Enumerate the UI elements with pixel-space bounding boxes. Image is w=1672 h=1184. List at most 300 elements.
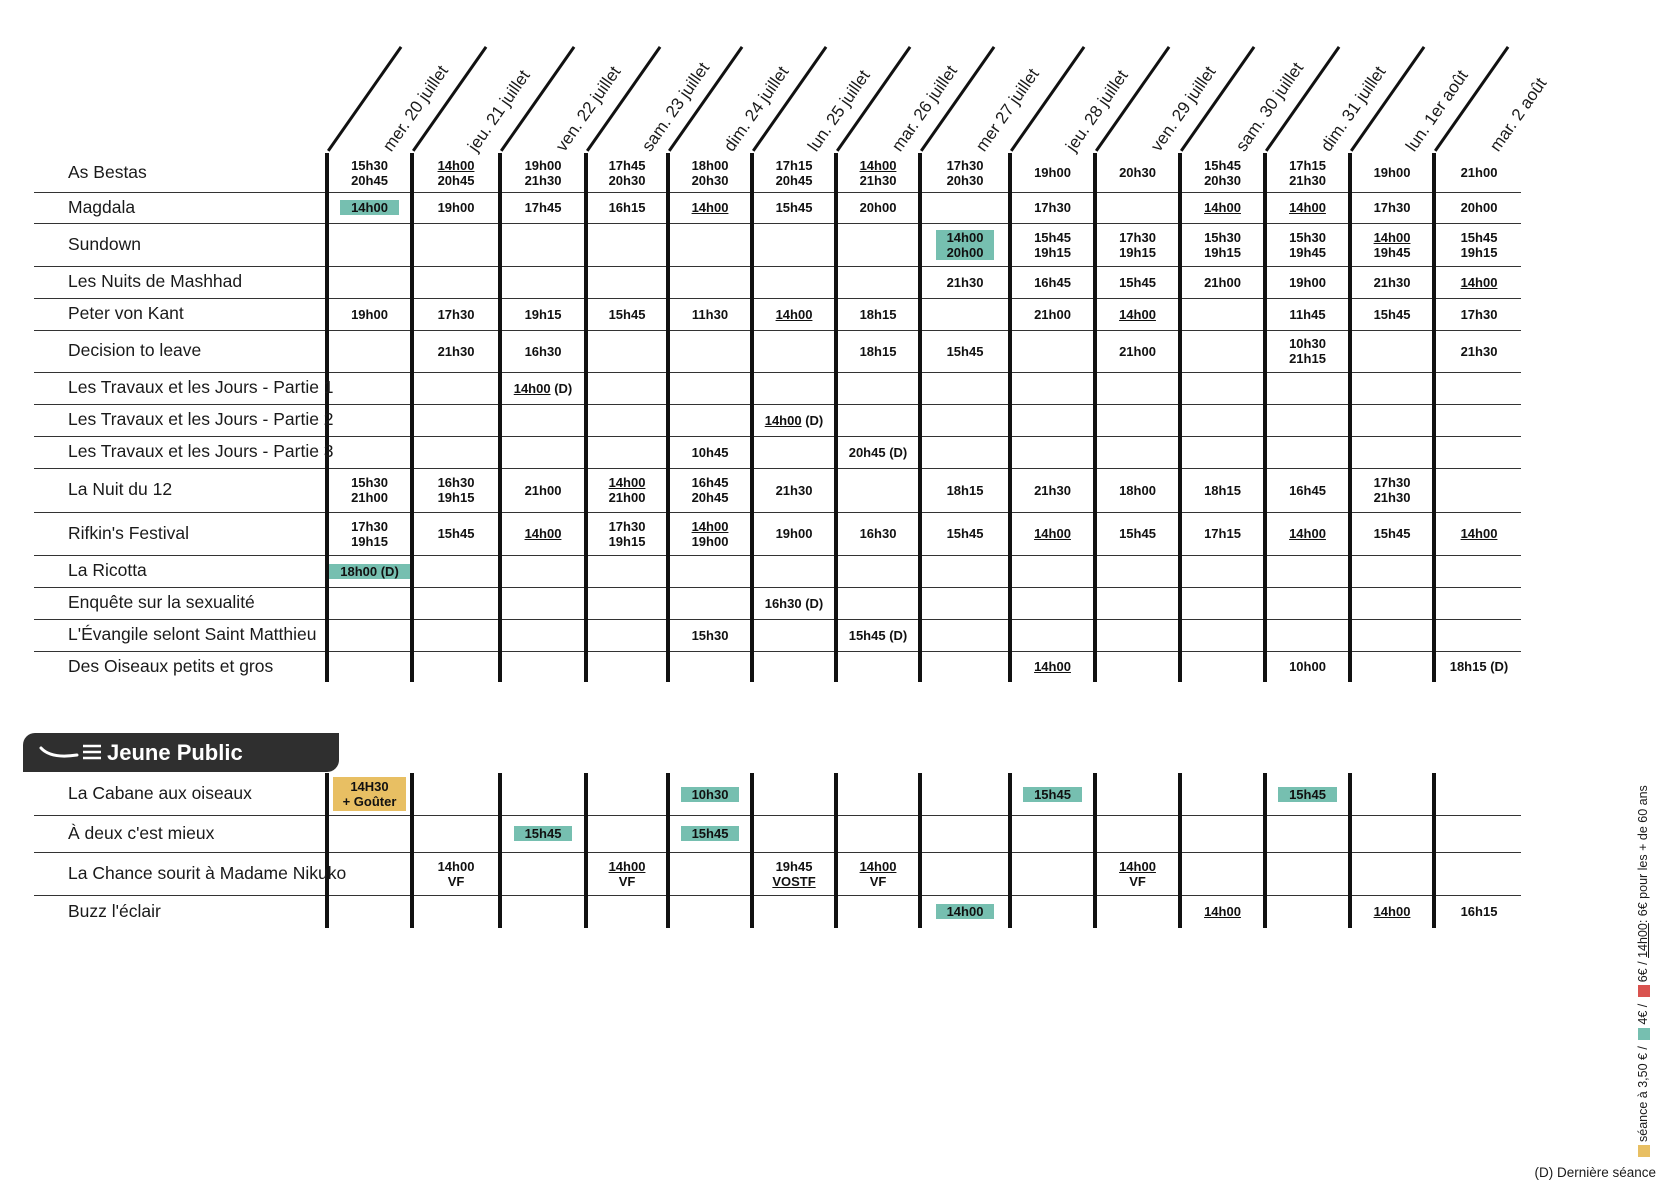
showtime [776,526,813,541]
showtime-cell [1437,266,1521,298]
column-divider [1348,773,1352,928]
showtime-cell [1098,852,1177,895]
showtime [438,344,475,359]
showtime-cell [839,330,917,372]
showtime-cell [1013,266,1092,298]
film-title: Les Travaux et les Jours - Partie 1 [68,377,334,397]
showtime [609,475,646,505]
column-divider [666,773,670,928]
showtime [681,826,740,841]
showtime-cell [415,852,497,895]
showtime-value: 17h30 [437,306,475,322]
legend-teal: 4€ / [1636,1003,1650,1025]
teal-swatch [1638,1028,1650,1040]
last-screening-marker: (D) [801,595,824,611]
showtime-value: 15h45 [1119,526,1156,541]
showtime-value: 14h00 [437,858,475,874]
showtime-value: 20h45 [775,172,813,188]
film-title: Magdala [68,196,136,217]
showtime [525,158,562,188]
showtime-cell [503,815,583,852]
showtime-value: 14h00 [513,380,551,396]
showtime-cell [1268,298,1347,330]
column-divider [750,773,754,928]
showtime-value: 15h45 [608,306,646,322]
showtime-value: 20h00 [946,244,984,260]
film-title: La Chance sourit à Madame Nikuko [68,862,347,883]
showtime-value: 14h00 [775,306,813,322]
showtime-value: 15h45 [1289,786,1326,802]
showtime [1374,165,1411,180]
showtime-value: 18h00 [340,563,378,579]
showtime-value: 14h00 [1460,274,1498,290]
showtime-value: 17h30 [608,518,646,534]
film-title: La Cabane aux oiseaux [68,783,252,803]
showtime [514,381,573,396]
column-divider [834,153,838,682]
showtime-value: 10h30 [691,786,729,802]
showtime [1119,344,1156,359]
showtime-cell [1013,298,1092,330]
column-divider [834,773,838,928]
showtime-value: 19h15 [1119,244,1156,260]
showtime-cell [589,153,665,192]
showtime-cell [330,512,409,555]
showtime-value: 21h00 [1119,343,1156,359]
column-divider [584,153,588,682]
showtime-cell [1268,330,1347,372]
date-label: ven. 29 juillet [1147,62,1220,155]
showtime-cell [671,619,749,651]
last-screening-marker: (D) [550,380,573,396]
showtime [1461,165,1498,180]
showtime-value: 19h00 [1289,274,1326,290]
showtime-cell [1268,153,1347,192]
showtime-cell [589,468,665,512]
film-title: Rifkin's Festival [68,522,190,543]
showtime [1034,483,1071,498]
film-title: À deux c'est mieux [68,822,215,843]
showtime-cell [1268,223,1347,266]
showtime [1461,307,1498,322]
showtime-cell [923,330,1007,372]
showtime [1034,230,1071,260]
showtime-cell [1013,512,1092,555]
showtime-cell [1098,330,1177,372]
showtime [1034,200,1071,215]
showtime-value: 21h30 [1034,482,1071,498]
showtime [776,307,813,322]
showtime-cell [1437,192,1521,223]
showtime-value: 16h30 [859,526,897,541]
showtime-value: VF [869,873,887,889]
showtime-cell [1013,153,1092,192]
showtime [947,158,984,188]
showtime-value: 18h15 [1204,482,1241,498]
showtime [1289,230,1326,260]
showtime-cell [1353,298,1431,330]
showtime-cell [1353,223,1431,266]
red-swatch [1638,985,1650,997]
showtime-cell [839,852,917,895]
showtime-value: 15h30 [1289,229,1326,245]
showtime-value: 15h45 [1373,526,1411,541]
yellow-swatch [1638,1145,1650,1157]
showtime-cell [1098,468,1177,512]
showtime [947,483,984,498]
showtime-value: 19h15 [524,306,562,322]
showtime [1374,475,1411,505]
showtime [1119,859,1156,889]
showtime [1034,275,1071,290]
column-divider [584,773,588,928]
showtime-value: 19h00 [775,526,813,541]
showtime-cell [1268,192,1347,223]
showtime-cell [755,468,833,512]
column-divider [410,153,414,682]
showtime-cell [1437,223,1521,266]
showtime-cell [1268,512,1347,555]
showtime-cell [755,587,833,619]
showtime [525,526,562,541]
showtime-value: 17h30 [946,157,984,173]
showtime [947,344,984,359]
showtime-cell [589,512,665,555]
showtime [860,307,897,322]
showtime-cell [671,298,749,330]
last-screening-marker: (D) [885,444,908,460]
showtime-cell [1013,773,1092,815]
showtime-cell [1098,223,1177,266]
showtime-value: 21h30 [1460,343,1498,359]
showtime [849,628,908,643]
showtime-cell [1353,192,1431,223]
showtime-cell [671,436,749,468]
showtime-cell [1437,512,1521,555]
showtime-value: 16h30 [524,343,562,359]
showtime-value: 17h15 [1204,526,1241,541]
showtime-cell [671,468,749,512]
film-title: Les Nuits de Mashhad [68,271,243,291]
showtime-cell [503,468,583,512]
showtime-value: 10h00 [1289,659,1326,674]
film-icon [37,733,107,772]
showtime-value: 14h00 [1460,526,1498,541]
column-divider [918,773,922,928]
showtime-value: 20h30 [946,172,984,188]
showtime-value: 17h30 [351,518,388,534]
date-label: mar. 26 juillet [888,61,962,155]
column-divider [498,153,502,682]
column-divider [1263,773,1267,928]
showtime-value: 17h30 [1373,475,1411,490]
showtime-cell [1183,192,1262,223]
showtime-cell [755,404,833,436]
showtime [1374,275,1411,290]
showtime-value: 16h45 [1289,482,1326,498]
showtime-value: 16h30 [764,595,802,611]
showtime [1450,659,1509,674]
showtime [514,826,573,841]
showtime-value: 21h30 [437,343,475,359]
showtime-value: 15h30 [351,157,388,173]
showtime-cell [1013,468,1092,512]
showtime-value: 20h30 [691,172,729,188]
showtime [1204,483,1241,498]
showtime-value: 14H30 [350,779,389,794]
showtime-cell [415,330,497,372]
showtime-cell [839,153,917,192]
showtime-cell [839,619,917,651]
showtime-cell [415,468,497,512]
row-divider [34,895,1521,896]
row-divider [34,815,1521,816]
showtime-value: 15h45 [691,826,729,841]
showtime-value: 19h15 [1460,244,1498,260]
column-divider [1008,773,1012,928]
showtime-value: 14h00 [1204,200,1241,215]
showtime-cell [755,153,833,192]
showtime [765,413,824,428]
banner-label: Jeune Public [107,739,243,765]
column-divider [1348,153,1352,682]
showtime [1204,200,1241,215]
showtime-cell [503,298,583,330]
showtime [1204,230,1241,260]
showtime-value: 19h00 [691,533,729,549]
showtime-cell [923,512,1007,555]
showtime-value: 15h45 [437,526,475,541]
showtime [936,230,995,260]
showtime [351,307,388,322]
showtime-value: 11h45 [1289,306,1326,322]
showtime-cell [839,436,917,468]
showtime [1289,200,1326,215]
showtime-cell [330,773,409,815]
showtime-value: 15h30 [1204,229,1241,245]
showtime-value: 17h45 [524,200,562,215]
legend-red: 6€ / [1636,961,1650,983]
showtime-cell [1013,192,1092,223]
showtime-value: 14h00 [1289,526,1326,541]
showtime-value: 10h45 [691,444,729,460]
date-label: sam. 23 juillet [638,58,714,155]
showtime-value: VF [447,873,465,889]
showtime-value: 14h00 [1204,904,1241,919]
showtime [947,526,984,541]
showtime-value: 14h00 [1034,526,1071,541]
showtime [692,628,729,643]
showtime [1119,483,1156,498]
showtime-cell [1268,651,1347,682]
showtime-value: 14h00 [859,858,897,874]
last-screening-marker: (D) [801,412,824,428]
showtime-cell [330,555,409,587]
date-label: jeu. 28 juillet [1062,66,1132,155]
film-title: Peter von Kant [68,303,184,323]
showtime-value: 16h45 [1034,274,1071,290]
date-label: mar. 2 août [1486,74,1551,155]
showtime-cell [671,153,749,192]
showtime-value: 20h00 [859,200,897,215]
showtime-cell [755,298,833,330]
film-title: Buzz l'éclair [68,900,161,921]
showtime-value: 14h00 [764,412,802,428]
column-divider [1178,153,1182,682]
showtime-value: 20h30 [608,172,646,188]
showtime [1034,165,1071,180]
column-divider [1432,153,1436,682]
showtime [776,200,813,215]
showtime-cell [923,266,1007,298]
column-divider [1263,153,1267,682]
showtime-cell [923,468,1007,512]
showtime-value: 19h00 [351,306,388,322]
showtime-cell [1098,153,1177,192]
showtime-cell [1437,330,1521,372]
showtime-value: 18h15 [859,343,897,359]
showtime-cell [503,153,583,192]
showtime-value: 14h00 [1373,229,1411,245]
showtime [1461,275,1498,290]
showtime-value: 20h00 [1460,200,1498,215]
showtime [351,519,388,549]
showtime-cell [589,852,665,895]
showtime-value: 16h45 [691,475,729,490]
film-title: Sundown [68,233,141,254]
showtime-value: 16h15 [1460,904,1498,919]
column-divider [498,773,502,928]
showtime-value: 21h00 [1460,165,1498,180]
showtime-value: 21h00 [1034,306,1071,322]
showtime-value: 14h00 [1373,904,1411,919]
column-divider [325,773,329,928]
showtime-value: 15h45 [775,200,813,215]
showtime [525,200,562,215]
last-screening-marker: (D) [885,627,908,643]
film-title: Enquête sur la sexualité [68,592,255,612]
showtime [1289,659,1326,674]
date-label: dim. 31 juillet [1317,62,1390,155]
footnote: (D) Dernière séance [1534,1165,1656,1180]
showtime [609,519,646,549]
date-label: jeu. 21 juillet [464,66,534,155]
showtime-value: 14h00 [608,475,646,490]
showtime [1461,344,1498,359]
showtime [1461,526,1498,541]
showtime [692,307,728,322]
row-divider [34,372,1521,373]
showtime [438,859,475,889]
showtime-value: 15h45 [1460,229,1498,245]
showtime [609,859,646,889]
showtime-value: 18h15 [946,482,984,498]
showtime [1289,275,1326,290]
showtime-value: 15h45 [524,826,562,841]
showtime-cell [1098,298,1177,330]
showtime-cell [503,372,583,404]
showtime [1289,336,1326,366]
date-label: lun. 25 juillet [804,66,874,155]
date-label: sam. 30 juillet [1232,58,1308,155]
showtime [438,526,475,541]
showtime [1289,483,1326,498]
column-divider [918,153,922,682]
date-label: dim. 24 juillet [720,62,793,155]
showtime [525,483,562,498]
showtime-value: 14h00 [1289,200,1326,215]
column-divider [1178,773,1182,928]
showtime [1289,158,1326,188]
showtime [776,158,813,188]
showtime-value: 15h45 [1034,786,1071,802]
showtime [947,275,984,290]
showtime-value: 19h15 [608,533,646,549]
showtime [438,475,475,505]
legend-underline-sample: 14h00 [1636,923,1650,958]
row-divider [34,436,1521,437]
showtime-value: 10h30 [1289,336,1326,351]
showtime [1461,230,1498,260]
showtime-cell [330,468,409,512]
legend-yellow: séance à 3,50 € / [1636,1046,1650,1142]
showtime-cell [503,330,583,372]
showtime-value: 21h30 [859,172,897,188]
showtime-cell [503,192,583,223]
showtime-value: 19h15 [1204,244,1241,260]
showtime-value: 18h00 [691,157,729,173]
showtime-value: 14h00 [1119,306,1156,322]
showtime [1023,787,1082,802]
showtime-cell [415,192,497,223]
showtime-cell [671,773,749,815]
showtime [1461,200,1498,215]
showtime-value: 21h30 [775,482,813,498]
showtime-value: 21h00 [524,482,562,498]
showtime-cell [1353,895,1431,928]
showtime [692,200,729,215]
film-title: La Ricotta [68,560,147,580]
showtime-value: 19h00 [437,200,475,215]
showtime-value: 15h45 [1373,306,1411,322]
column-divider [750,153,754,682]
showtime [692,158,729,188]
showtime-cell [330,153,409,192]
showtime-value: 21h00 [351,490,388,505]
showtime-cell [1013,223,1092,266]
showtime-cell [1353,468,1431,512]
showtime [609,200,646,215]
showtime-value: 21h30 [946,274,984,290]
showtime-cell [1098,266,1177,298]
showtime-value: VOSTF [772,873,816,889]
showtime [351,475,388,505]
showtime-value: 15h45 [946,526,984,541]
showtime-cell [1353,512,1431,555]
showtime-cell [1437,895,1521,928]
showtime-value: 17h30 [1119,229,1156,245]
showtime [1119,275,1156,290]
showtime [1034,526,1071,541]
showtime-cell [589,298,665,330]
showtime-cell [1437,651,1521,682]
showtime [1204,904,1241,919]
showtime-value: 16h30 [437,475,475,490]
showtime-value: 20h45 [848,444,886,460]
showtime-value: 14h00 [946,904,984,919]
showtime-cell [923,153,1007,192]
showtime-cell [923,895,1007,928]
